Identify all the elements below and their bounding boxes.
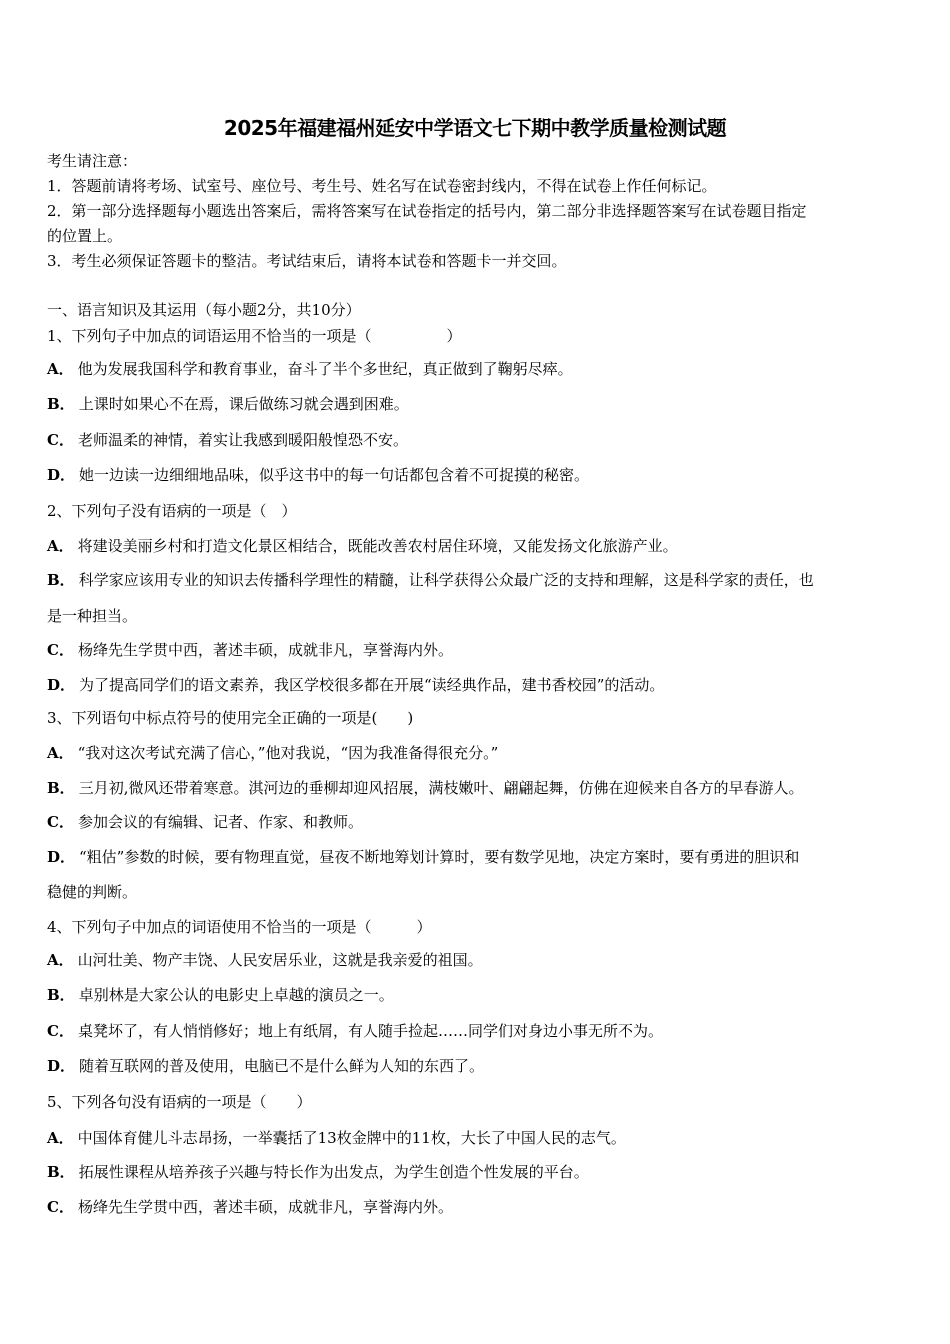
option-label: B． xyxy=(47,395,75,413)
option-text: 参加会议的有编辑、记者、作家、和教师。 xyxy=(77,813,363,831)
document-title: 2025年福建福州延安中学语文七下期中教学质量检测试题 xyxy=(223,116,727,140)
option-label: A． xyxy=(47,537,74,555)
option-c xyxy=(47,1021,900,1041)
question-stem: 5、下列各句没有语病的一项是（ ） xyxy=(47,1093,312,1111)
option-label: A． xyxy=(47,360,74,378)
notice-heading: 考生请注意： xyxy=(47,152,138,170)
option-a xyxy=(47,1128,900,1148)
option-b xyxy=(47,394,900,414)
option-label: C． xyxy=(47,1198,74,1216)
option-text: 老师温柔的神情，着实让我感到暖阳般惶恐不安。 xyxy=(77,431,408,449)
option-d xyxy=(47,1056,900,1076)
option-d xyxy=(47,847,900,867)
option-a xyxy=(47,359,900,379)
option-text: 将建设美丽乡村和打造文化景区相结合，既能改善农村居住环境，又能发扬文化旅游产业。 xyxy=(77,537,678,555)
question-stem: 1、下列句子中加点的词语运用不恰当的一项是（ ） xyxy=(47,327,462,345)
option-a xyxy=(47,950,900,970)
option-b xyxy=(47,1162,900,1182)
option-text: 她一边读一边细细地品味，似乎这书中的每一句话都包含着不可捉摸的秘密。 xyxy=(79,466,590,484)
option-label: C． xyxy=(47,641,74,659)
option-b xyxy=(47,985,900,1005)
option-d xyxy=(47,675,900,695)
option-c xyxy=(47,812,900,832)
section-heading: 一、语言知识及其运用（每小题2分，共10分） xyxy=(47,301,361,319)
question-stem: 2、下列句子没有语病的一项是（ ） xyxy=(47,502,297,520)
option-text: 三月初,微风还带着寒意。淇河边的垂柳却迎风招展，满枝嫩叶、翩翩起舞，仿佛在迎候来自各方的早春游人。 xyxy=(78,779,804,797)
option-text: 卓别林是大家公认的电影史上卓越的演员之一。 xyxy=(78,986,394,1004)
question-stem: 4、下列句子中加点的词语使用不恰当的一项是（ ） xyxy=(47,918,432,936)
option-text: 拓展性课程从培养孩子兴趣与特长作为出发点，为学生创造个性发展的平台。 xyxy=(78,1163,589,1181)
option-label: A． xyxy=(47,951,74,969)
option-label: B． xyxy=(47,571,75,589)
notice-item: 的位置上。 xyxy=(47,227,123,245)
option-c xyxy=(47,640,900,660)
option-label: D． xyxy=(47,848,76,866)
notice-item: 3．考生必须保证答题卡的整洁。考试结束后，请将本试卷和答题卡一并交回。 xyxy=(47,252,567,270)
option-text: 桌凳坏了，有人悄悄修好；地上有纸屑，有人随手捡起……同学们对身边小事无所不为。 xyxy=(77,1022,663,1040)
option-label: C． xyxy=(47,813,74,831)
notice-item: 1．答题前请将考场、试室号、座位号、考生号、姓名写在试卷密封线内，不得在试卷上作任何标记。 xyxy=(47,177,717,195)
option-text: 上课时如果心不在焉，课后做练习就会遇到困难。 xyxy=(78,395,409,413)
option-d xyxy=(47,465,900,485)
option-label: D． xyxy=(47,1057,76,1075)
option-text: 科学家应该用专业的知识去传播科学理性的精髓，让科学获得公众最广泛的支持和理解，这是科学家的责任，也 xyxy=(78,571,814,589)
option-text: “粗估”参数的时候，要有物理直觉，昼夜不断地筹划计算时，要有数学见地，决定方案时，要有勇进的胆识和 xyxy=(79,848,800,866)
option-b xyxy=(47,570,900,590)
option-label: D． xyxy=(47,676,76,694)
option-label: D． xyxy=(47,466,76,484)
option-a xyxy=(47,743,900,763)
option-label: B． xyxy=(47,1163,75,1181)
option-text: 杨绛先生学贯中西，著述丰硕，成就非凡，享誉海内外。 xyxy=(77,1198,453,1216)
option-c xyxy=(47,430,900,450)
option-label: B． xyxy=(47,986,75,1004)
option-d-continued: 稳健的判断。 xyxy=(47,883,138,901)
option-label: A． xyxy=(47,1129,74,1147)
question-stem: 3、下列语句中标点符号的使用完全正确的一项是( ) xyxy=(47,709,414,727)
option-b xyxy=(47,778,900,798)
option-label: C． xyxy=(47,1022,74,1040)
option-label: B． xyxy=(47,779,75,797)
option-a xyxy=(47,536,900,556)
option-text: “我对这次考试充满了信心，”他对我说，“因为我准备得很充分。” xyxy=(77,744,499,762)
notice-item: 2．第一部分选择题每小题选出答案后，需将答案写在试卷指定的括号内，第二部分非选择题答案写在试卷题目指定 xyxy=(47,202,807,220)
option-text: 杨绛先生学贯中西，著述丰硕，成就非凡，享誉海内外。 xyxy=(77,641,453,659)
option-label: A． xyxy=(47,744,74,762)
option-label: C． xyxy=(47,431,74,449)
option-b-continued: 是一种担当。 xyxy=(47,607,138,625)
option-text: 山河壮美、物产丰饶、人民安居乐业，这就是我亲爱的祖国。 xyxy=(77,951,483,969)
option-c xyxy=(47,1197,900,1217)
option-text: 为了提高同学们的语文素养，我区学校很多都在开展“读经典作品，建书香校园”的活动。 xyxy=(79,676,665,694)
option-text: 随着互联网的普及使用，电脑已不是什么鲜为人知的东西了。 xyxy=(79,1057,485,1075)
option-text: 中国体育健儿斗志昂扬，一举囊括了13枚金牌中的11枚，大长了中国人民的志气。 xyxy=(77,1129,626,1147)
option-text: 他为发展我国科学和教育事业，奋斗了半个多世纪，真正做到了鞠躬尽瘁。 xyxy=(77,360,573,378)
